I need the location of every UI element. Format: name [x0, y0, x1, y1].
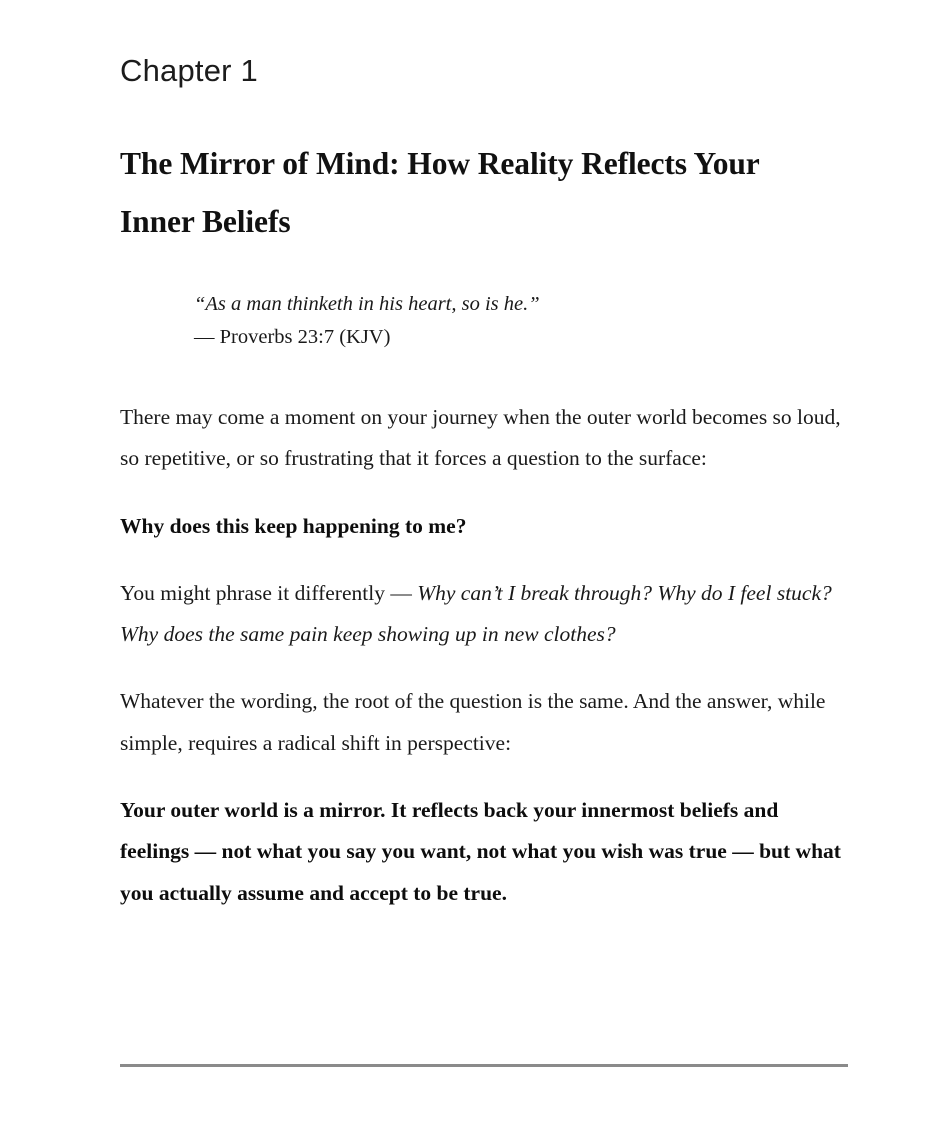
paragraph-intro: There may come a moment on your journey when the outer world becomes so loud, so repetitive, or so frustrating that it forces a question to the surface: — [120, 405, 841, 471]
paragraph-mirror-statement: Your outer world is a mirror. It reflects back your innermost beliefs and feelings — not what you say you want, not what you wish was true — but what you actually assume and accept to be true. — [120, 798, 841, 905]
chapter-label: Chapter 1 — [120, 53, 258, 88]
paragraph-root-of-question: Whatever the wording, the root of the question is the same. And the answer, while simple, requires a radical shift in perspective: — [120, 689, 826, 755]
chapter-title: The Mirror of Mind: How Reality Reflects Your Inner Beliefs — [120, 146, 760, 240]
epigraph-quote: “As a man thinketh in his heart, so is he.” — [194, 292, 540, 315]
epigraph-block — [194, 290, 848, 353]
paragraph-phrasing-lead: You might phrase it differently — — [120, 580, 418, 605]
epigraph-source: — Proverbs 23:7 (KJV) — [194, 326, 391, 349]
paragraph-phrasing-italic: Why can’t I break through? Why do I feel stuck? Why does the same pain keep showing up in new clothes? — [120, 580, 832, 647]
paragraph-bold-question: Why does this keep happening to me? — [120, 513, 467, 538]
paragraph-phrasing — [120, 573, 848, 656]
section-divider — [120, 1064, 848, 1067]
